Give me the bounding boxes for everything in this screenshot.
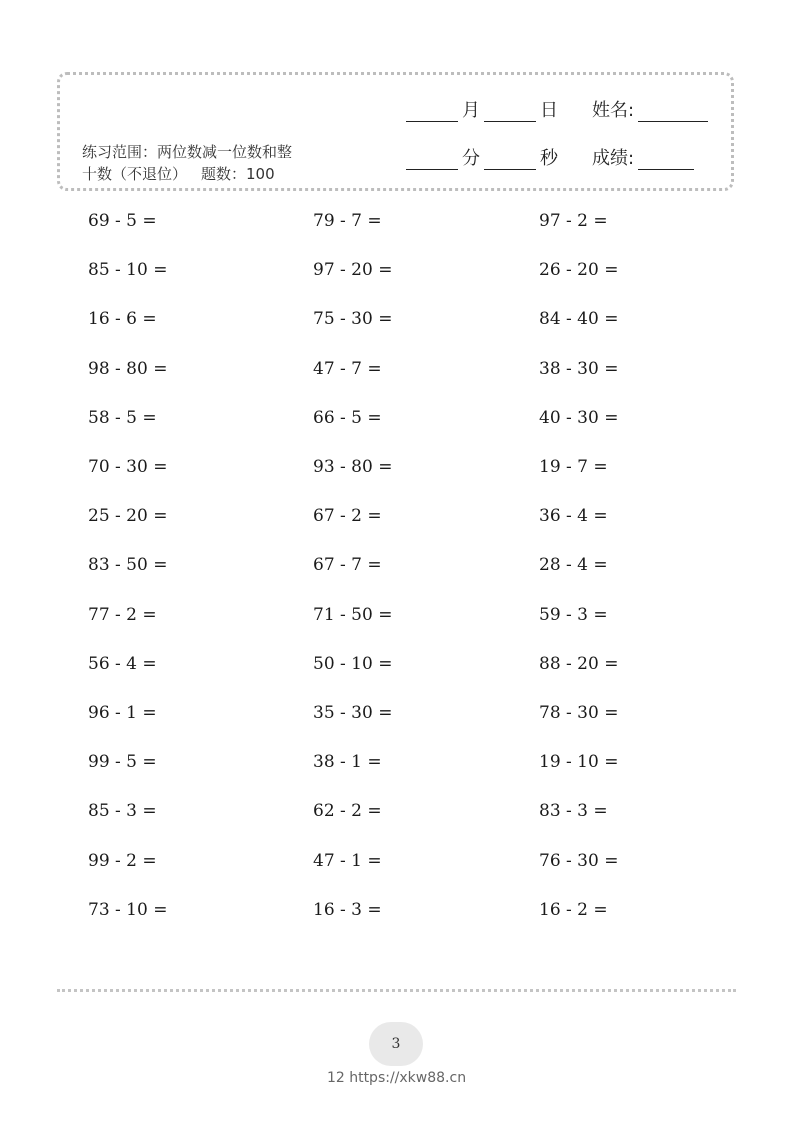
- problem-item: 70 - 30 =: [88, 457, 168, 477]
- problem-item: 88 - 20 =: [539, 653, 619, 674]
- problem-item: 66 - 5 =: [313, 407, 382, 428]
- footer-divider: [57, 989, 736, 992]
- footer-url: 12 https://xkw88.cn: [326, 1070, 467, 1086]
- problem-item: 67 - 7 =: [313, 555, 382, 576]
- time-line: [406, 147, 694, 170]
- problem-item: 25 - 20 =: [88, 506, 168, 527]
- scope-line-2-text: 十数（不退位）: [82, 165, 188, 183]
- month-blank: [406, 99, 458, 122]
- problem-item: 99 - 2 =: [88, 850, 157, 871]
- problem-item: 93 - 80 =: [313, 457, 393, 477]
- problem-item: 83 - 50 =: [88, 555, 168, 576]
- problem-item: 58 - 5 =: [88, 407, 157, 428]
- problem-item: 97 - 2 =: [539, 211, 608, 231]
- problem-item: 36 - 4 =: [539, 506, 608, 527]
- problem-item: 97 - 20 =: [313, 260, 393, 281]
- problem-item: 69 - 5 =: [88, 211, 157, 231]
- problem-item: 38 - 30 =: [539, 358, 619, 379]
- problem-item: 98 - 80 =: [88, 358, 168, 379]
- page-number: 3: [369, 1022, 423, 1066]
- day-blank: [484, 99, 536, 122]
- problem-item: 83 - 3 =: [539, 801, 608, 822]
- problem-item: 59 - 3 =: [539, 604, 608, 625]
- problem-item: 73 - 10 =: [88, 899, 168, 920]
- scope-line-1: 练习范围：两位数减一位数和整: [82, 143, 293, 161]
- problem-item: 38 - 1 =: [313, 752, 382, 773]
- problem-item: 99 - 5 =: [88, 752, 157, 773]
- problem-item: 78 - 30 =: [539, 703, 619, 723]
- problem-item: 84 - 40 =: [539, 309, 619, 330]
- problem-item: 50 - 10 =: [313, 653, 393, 674]
- practice-scope: [82, 141, 322, 185]
- problem-item: 85 - 10 =: [88, 260, 168, 281]
- day-label: 日: [540, 100, 558, 121]
- name-label: 姓名:: [592, 100, 635, 121]
- problem-item: 16 - 6 =: [88, 309, 157, 330]
- scope-line-2: [82, 163, 322, 185]
- problem-item: 26 - 20 =: [539, 260, 619, 281]
- worksheet-header: [57, 72, 734, 191]
- score-label: 成绩:: [592, 148, 635, 169]
- problem-item: 40 - 30 =: [539, 407, 619, 428]
- problem-item: 71 - 50 =: [313, 604, 393, 625]
- problem-item: 76 - 30 =: [539, 850, 619, 871]
- minute-blank: [406, 147, 458, 170]
- problem-item: 56 - 4 =: [88, 653, 157, 674]
- name-blank: [638, 99, 708, 122]
- problem-item: 19 - 7 =: [539, 457, 608, 477]
- problem-item: 28 - 4 =: [539, 555, 608, 576]
- problem-item: 77 - 2 =: [88, 604, 157, 625]
- problem-item: 47 - 7 =: [313, 358, 382, 379]
- score-blank: [638, 147, 694, 170]
- second-blank: [484, 147, 536, 170]
- problem-item: 85 - 3 =: [88, 801, 157, 822]
- date-line: [406, 99, 708, 122]
- problem-item: 62 - 2 =: [313, 801, 382, 822]
- problem-item: 16 - 3 =: [313, 899, 382, 920]
- minute-label: 分: [462, 148, 480, 169]
- problem-item: 16 - 2 =: [539, 899, 608, 920]
- second-label: 秒: [540, 148, 558, 169]
- problem-item: 75 - 30 =: [313, 309, 393, 330]
- problem-item: 79 - 7 =: [313, 211, 382, 231]
- month-label: 月: [462, 100, 480, 121]
- problem-item: 96 - 1 =: [88, 703, 157, 723]
- problem-item: 47 - 1 =: [313, 850, 382, 871]
- problem-item: 19 - 10 =: [539, 752, 619, 773]
- problem-item: 35 - 30 =: [313, 703, 393, 723]
- problem-item: 67 - 2 =: [313, 506, 382, 527]
- question-count: 题数：100: [201, 165, 275, 183]
